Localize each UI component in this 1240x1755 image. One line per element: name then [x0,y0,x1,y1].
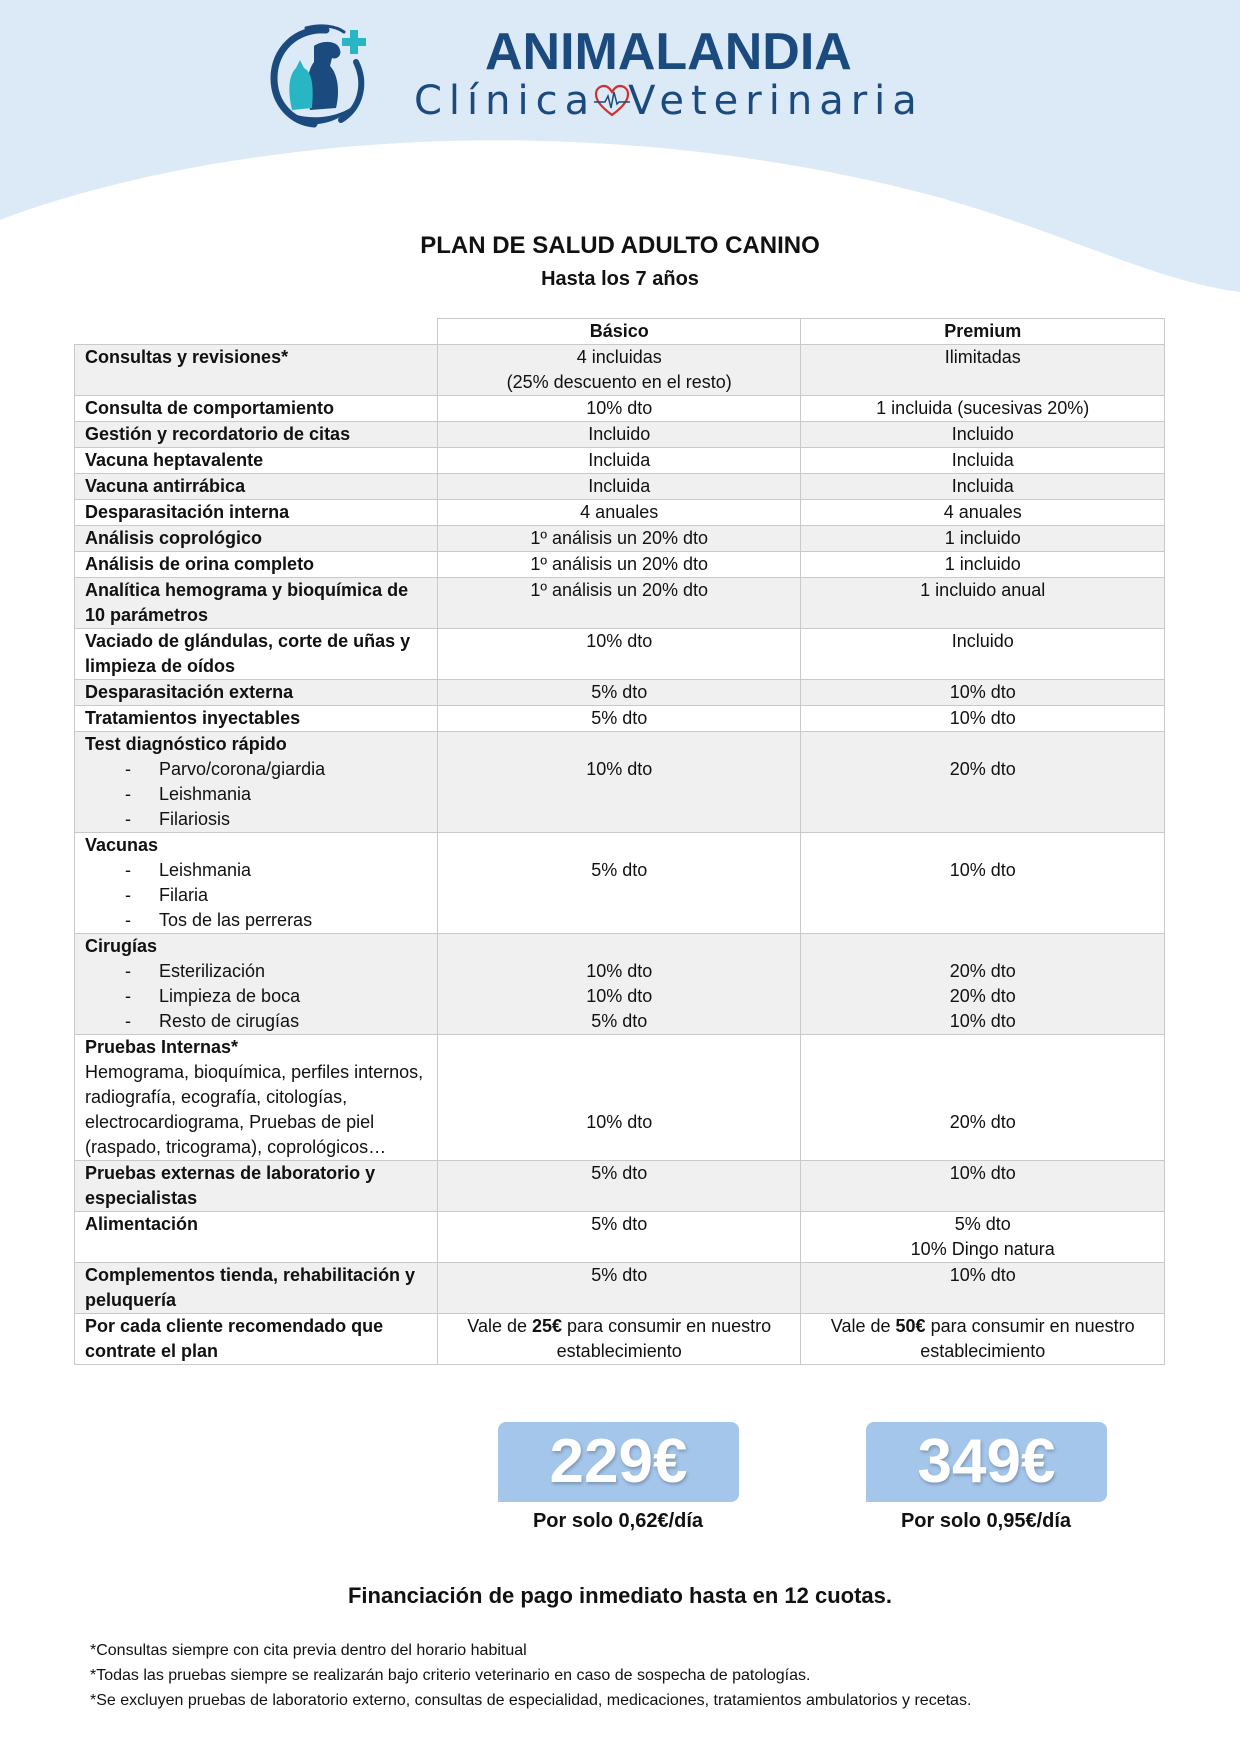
footnote: *Todas las pruebas siempre se realizarán bajo criterio veterinario en caso de sospecha de patologías. [90,1667,811,1684]
row-label-cell [75,448,438,474]
row-label: Pruebas externas de laboratorio y especialistas [85,1163,376,1208]
table-row [75,1161,1165,1212]
cell-value: Incluida [951,476,1014,496]
cell-value: 10% dto [586,759,653,779]
premium-value-cell [801,1314,1165,1365]
premium-value-cell [801,422,1165,448]
table-row [75,422,1165,448]
cell-spacer [811,934,1154,959]
bullet-dash: - [125,784,131,804]
table-row [75,1212,1165,1263]
cell-value: 5% dto [591,1011,648,1031]
brand-subtitle-left: Clínica [414,78,597,124]
basic-value-cell [437,526,801,552]
row-label: Vacuna antirrábica [85,476,246,496]
cell-value: 10% dto [949,1011,1016,1031]
bullet-dash: - [125,885,131,905]
cell-value: 4 anuales [943,502,1022,522]
cell-value: 1º análisis un 20% dto [530,580,709,600]
row-label: Vaciado de glándulas, corte de uñas y limpieza de oídos [85,631,411,676]
cell-value: Incluida [588,476,651,496]
cell-value: 10% Dingo natura [910,1239,1055,1259]
premium-value-cell [801,833,1165,934]
cell-value: 4 anuales [580,502,659,522]
clinic-header [0,0,1240,200]
table-row [75,345,1165,396]
row-label: Tratamientos inyectables [85,708,301,728]
row-label: Análisis de orina completo [85,554,315,574]
row-label: Desparasitación interna [85,502,290,522]
row-sublist [85,858,427,933]
cell-spacer [448,1035,791,1060]
cell-value: 1 incluido [944,554,1021,574]
cell-value: Incluida [588,450,651,470]
table-row [75,732,1165,833]
cell-value: 1º análisis un 20% dto [530,528,709,548]
table-row [75,1314,1165,1365]
premium-value-cell [801,934,1165,1035]
cell-value: 20% dto [949,1112,1016,1132]
basic-value-cell [437,680,801,706]
row-label: Cirugías [85,936,158,956]
table-row [75,500,1165,526]
row-label-cell [75,578,438,629]
row-label-cell [75,422,438,448]
sublist-item-text: Leishmania [159,860,252,880]
cell-spacer [811,1085,1154,1110]
row-label: Complementos tienda, rehabilitación y peluquería [85,1265,416,1310]
row-label: Por cada cliente recomendado que contrate el plan [85,1316,384,1361]
heartbeat-icon [594,84,630,118]
premium-value-cell [801,680,1165,706]
sublist-item [85,757,427,782]
row-label: Test diagnóstico rápido [85,734,287,754]
cell-value: Incluido [588,424,651,444]
row-label-cell [75,396,438,422]
cell-spacer [448,1060,791,1085]
header-basic: Básico [437,319,801,345]
cell-spacer [811,1060,1154,1085]
premium-value-cell [801,578,1165,629]
row-label: Analítica hemograma y bioquímica de 10 parámetros [85,580,409,625]
cell-value: Incluido [951,424,1014,444]
table-row [75,396,1165,422]
voucher-text: Vale de [467,1316,532,1336]
row-label-cell [75,833,438,934]
cell-spacer [811,833,1154,858]
cell-value: 1º análisis un 20% dto [530,554,709,574]
table-header-row [75,319,1165,345]
table-row [75,934,1165,1035]
row-label-cell [75,1161,438,1212]
price-basic: 229€ [498,1422,739,1502]
sublist-item [85,782,427,807]
premium-value-cell [801,448,1165,474]
cell-value: 10% dto [949,1163,1016,1183]
voucher-amount: 50€ [895,1316,926,1336]
sublist-item-text: Parvo/corona/giardia [159,759,326,779]
cell-value: 1 incluido [944,528,1021,548]
page-title: PLAN DE SALUD ADULTO CANINO [420,232,820,259]
row-label: Gestión y recordatorio de citas [85,424,351,444]
basic-value-cell [437,345,801,396]
per-day-premium: Por solo 0,95€/día [900,1510,1072,1532]
row-label-cell [75,500,438,526]
cell-value: 5% dto [591,1265,648,1285]
basic-value-cell [437,706,801,732]
cell-spacer [448,1085,791,1110]
premium-value-cell [801,1161,1165,1212]
row-label-cell [75,345,438,396]
voucher-text: para consumir en nuestro establecimiento [556,1316,772,1361]
row-label-cell [75,629,438,680]
sublist-item [85,959,427,984]
cell-value: 10% dto [949,682,1016,702]
brand-subtitle-right: Veterinaria [628,78,924,124]
premium-value-cell [801,1212,1165,1263]
row-label: Consulta de comportamiento [85,398,335,418]
row-label-cell [75,1035,438,1161]
sublist-item-text: Limpieza de boca [159,986,301,1006]
bullet-dash: - [125,1011,131,1031]
voucher-text: Vale de [830,1316,896,1336]
cell-value: 20% dto [949,759,1016,779]
cell-value: 5% dto [591,682,648,702]
basic-value-cell [437,578,801,629]
basic-value-cell [437,474,801,500]
premium-value-cell [801,500,1165,526]
header-empty-cell [75,319,438,345]
basic-value-cell [437,396,801,422]
row-label-cell [75,934,438,1035]
row-label: Análisis coprológico [85,528,263,548]
footnote: *Se excluyen pruebas de laboratorio externo, consultas de especialidad, medicaciones, tratamientos ambulatorios y recetas. [90,1692,972,1709]
row-label: Vacuna heptavalente [85,450,264,470]
sublist-item [85,984,427,1009]
sublist-item [85,807,427,832]
cell-value: 20% dto [949,986,1016,1006]
bullet-dash: - [125,860,131,880]
header-premium: Premium [801,319,1165,345]
row-label-cell [75,1212,438,1263]
basic-value-cell [437,732,801,833]
bullet-dash: - [125,910,131,930]
cell-value: 10% dto [949,708,1016,728]
premium-value-cell [801,474,1165,500]
basic-value-cell [437,448,801,474]
brand-subtitle [414,78,924,124]
premium-value-cell [801,706,1165,732]
row-label-cell [75,526,438,552]
cell-value: 5% dto [591,708,648,728]
premium-value-cell [801,629,1165,680]
cell-value: 20% dto [949,961,1016,981]
basic-value-cell [437,1263,801,1314]
cell-value: 10% dto [586,961,653,981]
price-premium: 349€ [866,1422,1107,1502]
sublist-item-text: Leishmania [159,784,252,804]
basic-value-cell [437,1212,801,1263]
cell-value: 10% dto [586,986,653,1006]
row-label: Vacunas [85,835,159,855]
cell-value: 1 incluida (sucesivas 20%) [876,398,1090,418]
row-sublist [85,757,427,832]
cell-value: 5% dto [591,1163,648,1183]
bullet-dash: - [125,986,131,1006]
basic-value-cell [437,1161,801,1212]
footnote: *Consultas siempre con cita previa dentro del horario habitual [90,1642,527,1659]
cell-value: 5% dto [954,1214,1011,1234]
row-label: Pruebas Internas* [85,1037,239,1057]
cell-value: 5% dto [591,860,648,880]
premium-value-cell [801,1035,1165,1161]
table-row [75,448,1165,474]
basic-value-cell [437,833,801,934]
basic-value-cell [437,1035,801,1161]
footnotes [90,1638,971,1713]
row-label: Desparasitación externa [85,682,294,702]
financing-text: Financiación de pago inmediato hasta en 12 cuotas. [347,1583,893,1608]
brand-name: ANIMALANDIA [485,23,852,81]
premium-value-cell [801,732,1165,833]
sublist-item [85,858,427,883]
voucher-text: para consumir en nuestro establecimiento [920,1316,1135,1361]
sublist-item [85,883,427,908]
cell-value: 10% dto [949,1265,1016,1285]
basic-value-cell [437,422,801,448]
row-label-cell [75,732,438,833]
premium-value-cell [801,396,1165,422]
table-row [75,1035,1165,1161]
row-label: Alimentación [85,1214,199,1234]
row-label-cell [75,552,438,578]
row-label-cell [75,680,438,706]
cell-value: 10% dto [586,1112,653,1132]
title-block [0,232,1240,291]
row-label-cell [75,474,438,500]
cell-value: 4 incluidas [576,347,662,367]
row-label-cell [75,1263,438,1314]
table-row [75,680,1165,706]
cell-value: 5% dto [591,1214,648,1234]
row-label: Consultas y revisiones* [85,347,289,367]
bullet-dash: - [125,759,131,779]
row-label-cell [75,1314,438,1365]
basic-value-cell [437,552,801,578]
page-subtitle: Hasta los 7 años [541,268,699,290]
bullet-dash: - [125,809,131,829]
basic-value-cell [437,934,801,1035]
cell-spacer [448,833,791,858]
premium-value-cell [801,526,1165,552]
table-body [75,345,1165,1365]
table-row [75,526,1165,552]
cell-value: 10% dto [586,631,653,651]
row-sublist [85,959,427,1034]
premium-value-cell [801,552,1165,578]
plan-comparison-table [74,318,1165,1365]
sublist-item-text: Filaria [159,885,209,905]
cell-spacer [811,1035,1154,1060]
cell-value: 10% dto [949,860,1016,880]
cell-value: 1 incluido anual [920,580,1046,600]
sublist-item-text: Resto de cirugías [159,1011,300,1031]
basic-value-cell [437,1314,801,1365]
cell-value: 10% dto [586,398,653,418]
premium-value-cell [801,345,1165,396]
table-row [75,833,1165,934]
cell-value: (25% descuento en el resto) [506,372,732,392]
cell-value: Incluida [951,450,1014,470]
table-row [75,474,1165,500]
premium-value-cell [801,1263,1165,1314]
basic-value-cell [437,500,801,526]
sublist-item-text: Filariosis [159,809,231,829]
cell-spacer [448,934,791,959]
sublist-item [85,908,427,933]
sublist-item [85,1009,427,1034]
table-row [75,578,1165,629]
row-label-cell [75,706,438,732]
voucher-amount: 25€ [532,1316,563,1336]
per-day-basic: Por solo 0,62€/día [532,1510,704,1532]
bullet-dash: - [125,961,131,981]
table-row [75,629,1165,680]
table-row [75,1263,1165,1314]
clinic-logo-icon [266,22,376,132]
cell-spacer [811,732,1154,757]
sublist-item-text: Tos de las perreras [159,910,313,930]
table-row [75,552,1165,578]
cell-value: Ilimitadas [944,347,1021,367]
table-row [75,706,1165,732]
cell-spacer [448,732,791,757]
basic-value-cell [437,629,801,680]
row-description: Hemograma, bioquímica, perfiles internos, radiografía, ecografía, citologías, electrocardiograma, Pruebas de piel (raspado, tricograma), coprológicos… [85,1062,424,1157]
cell-value: Incluido [951,631,1014,651]
sublist-item-text: Esterilización [159,961,266,981]
